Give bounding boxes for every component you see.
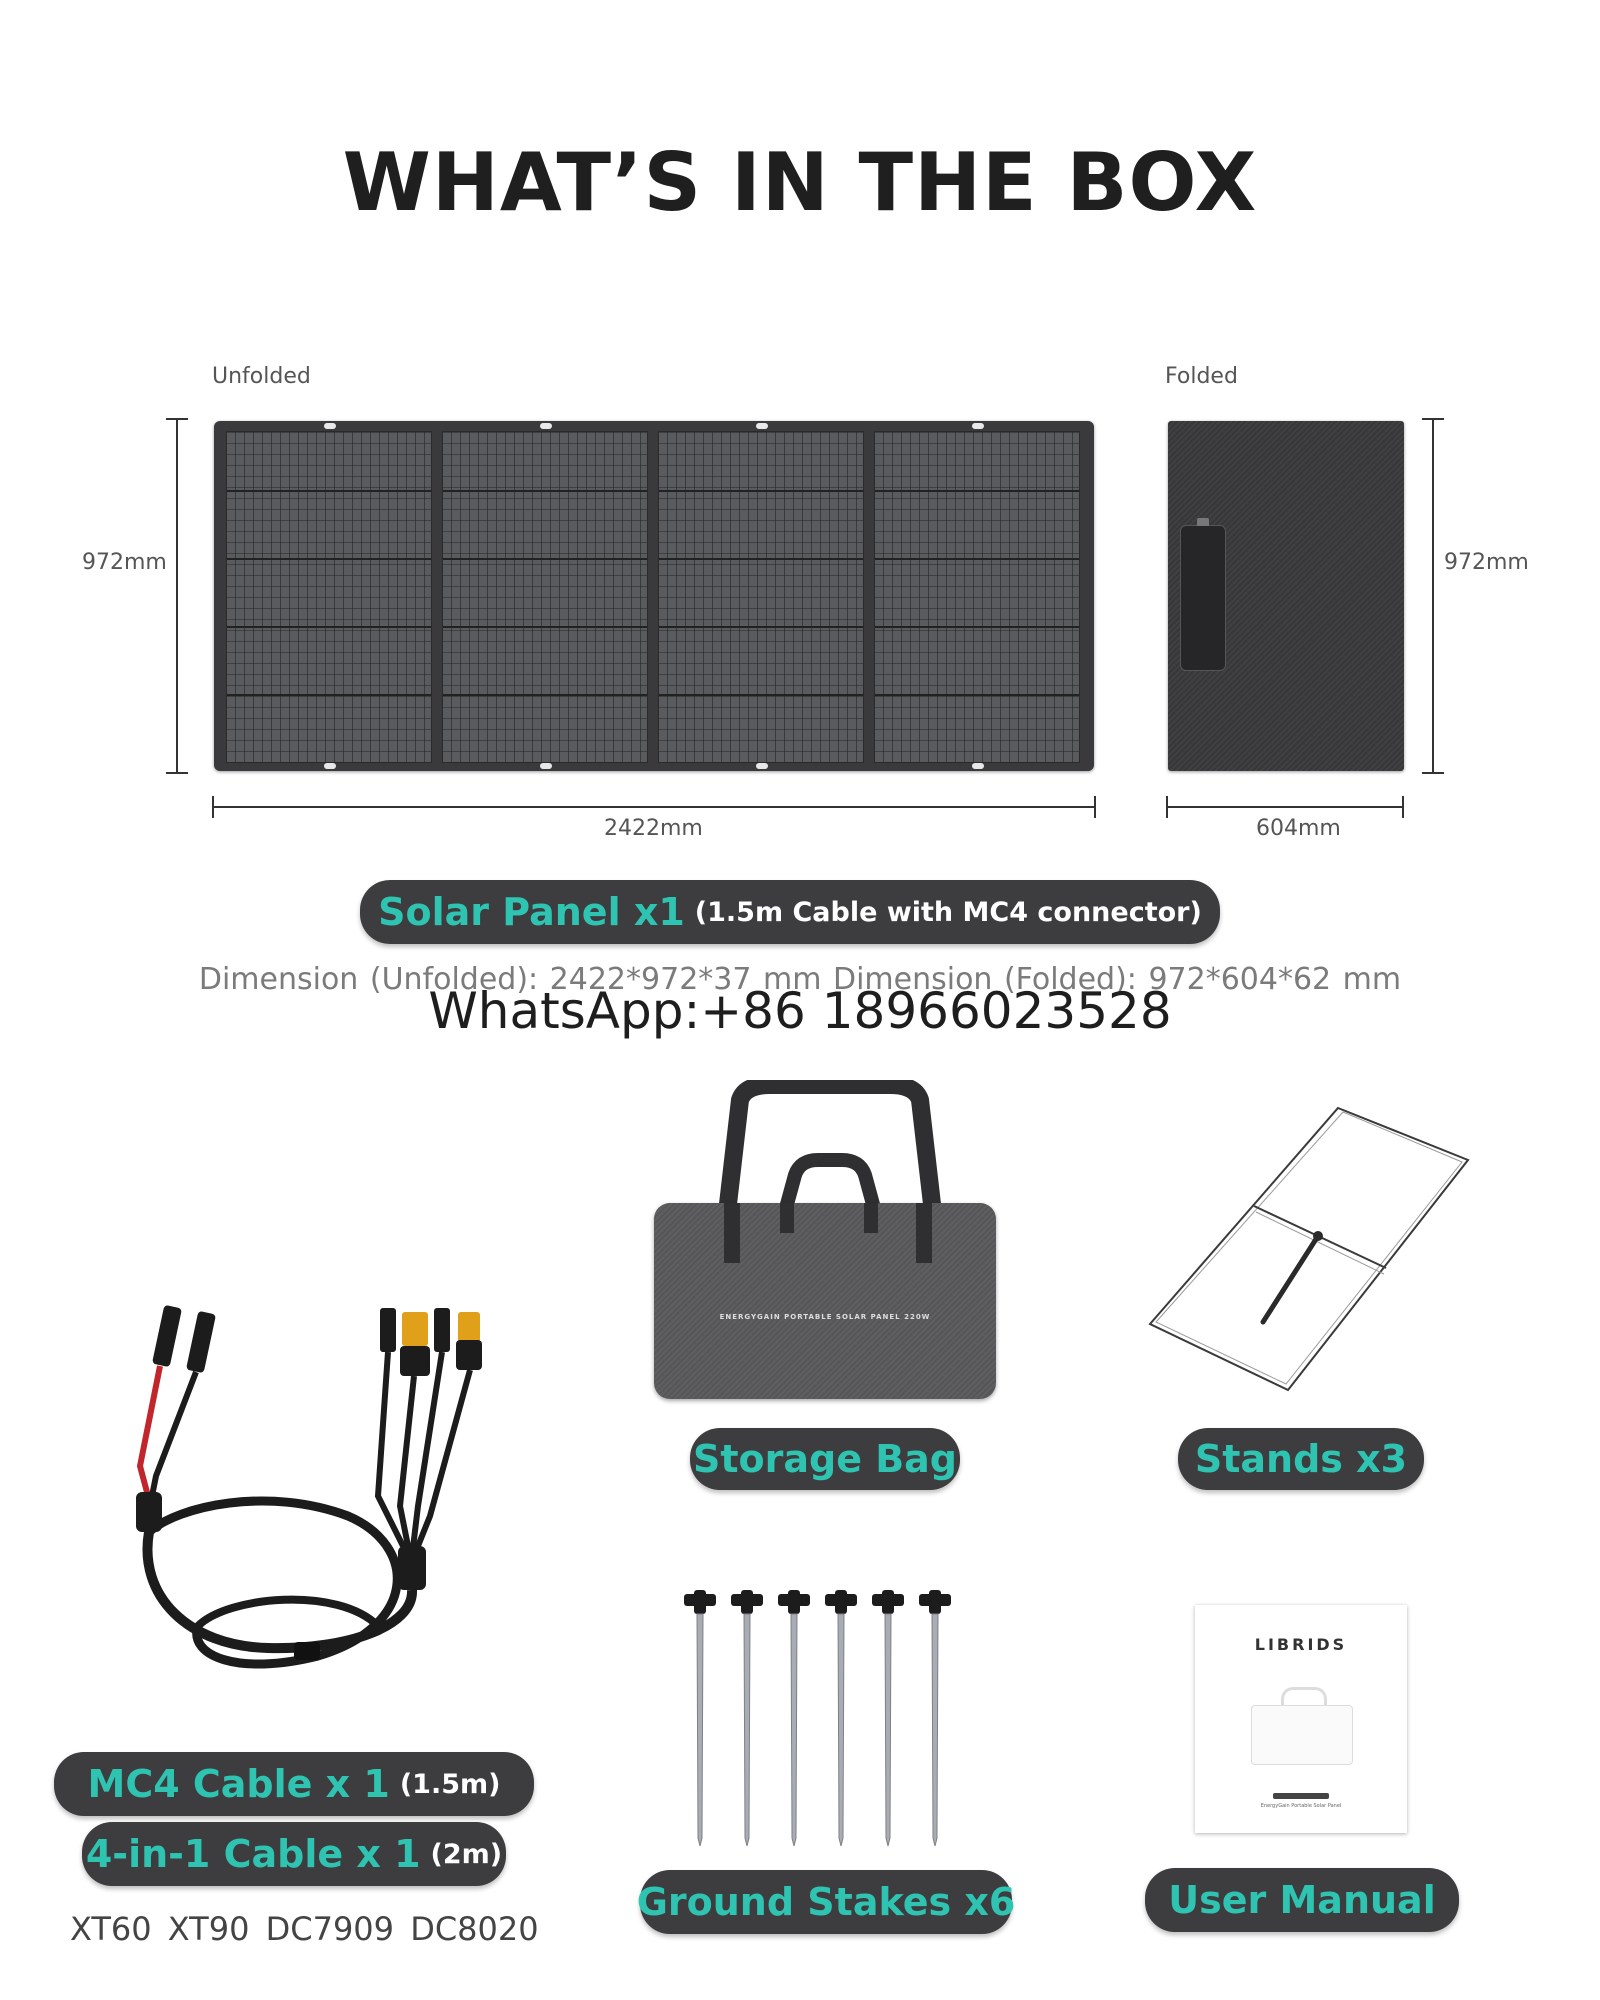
- mc4-cable-label: MC4 Cable x 1: [87, 1762, 390, 1806]
- manual-subtitle: EnergyGain Portable Solar Panel: [1260, 1803, 1342, 1809]
- storage-bag-label: Storage Bag: [692, 1437, 958, 1481]
- user-manual-image: [1195, 1605, 1407, 1833]
- cable-image: [118, 1296, 508, 1696]
- ground-stakes-pill: [636, 1870, 1016, 1934]
- solar-panel-sub: (1.5m Cable with MC4 connector): [694, 896, 1202, 928]
- user-manual-label: User Manual: [1168, 1878, 1436, 1922]
- page-title: WHAT’S IN THE BOX: [342, 136, 1258, 229]
- bag-print: ENERGYGAIN PORTABLE SOLAR PANEL 220W: [719, 1313, 931, 1321]
- height-label-right: 972mm: [1444, 550, 1529, 575]
- user-manual-pill: [1145, 1868, 1459, 1932]
- stands-label: Stands x3: [1194, 1437, 1408, 1481]
- solar-panel-label: Solar Panel x1: [378, 890, 685, 934]
- folded-label: Folded: [1165, 364, 1238, 389]
- four-in-one-cable-sub: (2m): [430, 1838, 503, 1870]
- junction-pocket: [1180, 525, 1226, 671]
- solar-panel-unfolded: [214, 421, 1094, 771]
- mc4-cable-pill: [54, 1752, 534, 1816]
- whatsapp-contact: WhatsApp:+86 18966023528: [428, 982, 1172, 1040]
- width-label-folded: 604mm: [1256, 816, 1341, 841]
- unfolded-label: Unfolded: [212, 364, 311, 389]
- solar-panel-folded: [1168, 421, 1404, 771]
- solar-panel-pill: [360, 880, 1220, 944]
- manual-brand: LIBRIDS: [1254, 1635, 1348, 1654]
- bag-straps: [698, 1203, 958, 1283]
- mc4-cable-sub: (1.5m): [399, 1768, 501, 1800]
- height-label-left: 972mm: [82, 550, 167, 575]
- stands-pill: [1178, 1428, 1424, 1490]
- four-in-one-cable-pill: [82, 1822, 506, 1886]
- storage-bag-pill: [690, 1428, 960, 1490]
- width-label-unfolded: 2422mm: [604, 816, 703, 841]
- dimension-text: Dimension (Unfolded): 2422*972*37 mm Dimension (Folded): 972*604*62 mm: [198, 962, 1402, 997]
- ground-stakes-image: [676, 1588, 976, 1850]
- four-in-one-cable-label: 4-in-1 Cable x 1: [85, 1832, 421, 1876]
- connector-types: XT60 XT90 DC7909 DC8020: [70, 1910, 539, 1948]
- stand-image: [1148, 1100, 1478, 1400]
- ground-stakes-label: Ground Stakes x6: [636, 1880, 1016, 1924]
